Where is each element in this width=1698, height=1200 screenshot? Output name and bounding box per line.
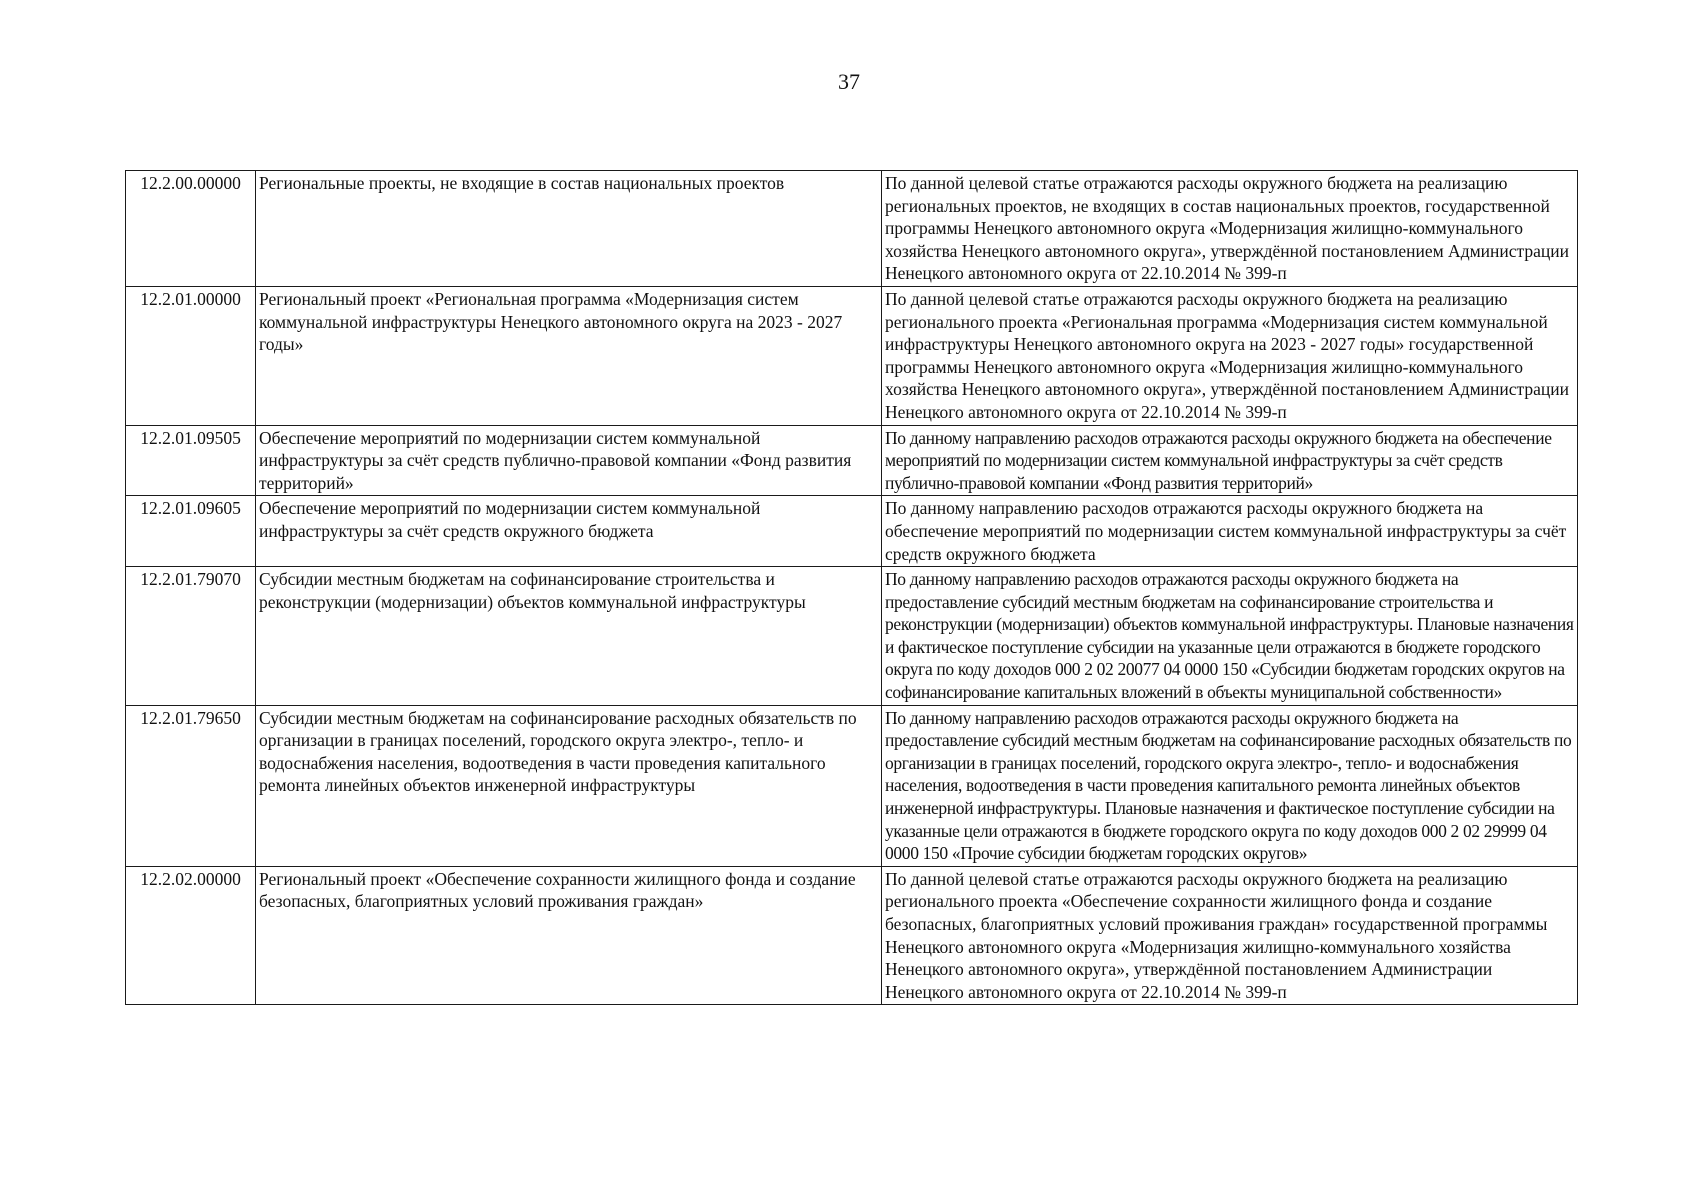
target-article-name: Субсидии местным бюджетам на софинансирование строительства и реконструкции (модернизации) объектов коммунальной инфраструктуры	[256, 567, 882, 706]
table-row	[126, 286, 1578, 425]
target-article-code: 12.2.01.00000	[126, 286, 256, 425]
budget-classification-table	[125, 170, 1578, 1005]
target-article-description: По данному направлению расходов отражаются расходы окружного бюджета на предоставление субсидий местным бюджетам на софинансирование строительства и реконструкции (модернизации) объектов коммунальной инфраструктуры. Плановые назначения и фактическое поступление субсидии на указанные цели отражаются в бюджете городского округа по коду доходов 000 2 02 20077 04 0000 150 «Субсидии бюджетам городских округов на софинансирование капитальных вложений в объекты муниципальной собственности»	[882, 567, 1578, 706]
table-row	[126, 496, 1578, 567]
table-row	[126, 171, 1578, 287]
target-article-description: По данному направлению расходов отражаются расходы окружного бюджета на обеспечение мероприятий по модернизации систем коммунальной инфраструктуры за счёт средств публично-правовой компании «Фонд развития территорий»	[882, 425, 1578, 496]
target-article-code: 12.2.02.00000	[126, 866, 256, 1005]
target-article-code: 12.2.01.09605	[126, 496, 256, 567]
target-article-description: По данному направлению расходов отражаются расходы окружного бюджета на предоставление субсидий местным бюджетам на софинансирование расходных обязательств по организации в границах поселений, городского округа электро-, тепло- и водоснабжения населения, водоотведения в части проведения капитального ремонта линейных объектов инженерной инфраструктуры. Плановые назначения и фактическое поступление субсидии на указанные цели отражаются в бюджете городского округа по коду доходов 000 2 02 29999 04 0000 150 «Прочие субсидии бюджетам городских округов»	[882, 705, 1578, 866]
table-row	[126, 705, 1578, 866]
target-article-name: Региональные проекты, не входящие в состав национальных проектов	[256, 171, 882, 287]
table-row	[126, 567, 1578, 706]
table-row	[126, 866, 1578, 1005]
target-article-code: 12.2.00.00000	[126, 171, 256, 287]
target-article-name: Обеспечение мероприятий по модернизации систем коммунальной инфраструктуры за счёт средств публично-правовой компании «Фонд развития территорий»	[256, 425, 882, 496]
target-article-name: Субсидии местным бюджетам на софинансирование расходных обязательств по организации в границах поселений, городского округа электро-, тепло- и водоснабжения населения, водоотведения в части проведения капитального ремонта линейных объектов инженерной инфраструктуры	[256, 705, 882, 866]
target-article-name: Региональный проект «Обеспечение сохранности жилищного фонда и создание безопасных, благоприятных условий проживания граждан»	[256, 866, 882, 1005]
target-article-description: По данной целевой статье отражаются расходы окружного бюджета на реализацию регионального проекта «Обеспечение сохранности жилищного фонда и создание безопасных, благоприятных условий проживания граждан» государственной программы Ненецкого автономного округа «Модернизация жилищно-коммунального хозяйства Ненецкого автономного округа», утверждённой постановлением Администрации Ненецкого автономного округа от 22.10.2014 № 399-п	[882, 866, 1578, 1005]
target-article-name: Обеспечение мероприятий по модернизации систем коммунальной инфраструктуры за счёт средств окружного бюджета	[256, 496, 882, 567]
target-article-code: 12.2.01.79070	[126, 567, 256, 706]
target-article-description: По данному направлению расходов отражаются расходы окружного бюджета на обеспечение мероприятий по модернизации систем коммунальной инфраструктуры за счёт средств окружного бюджета	[882, 496, 1578, 567]
target-article-name: Региональный проект «Региональная программа «Модернизация систем коммунальной инфраструктуры Ненецкого автономного округа на 2023 - 2027 годы»	[256, 286, 882, 425]
page-number: 37	[838, 69, 860, 94]
table-row	[126, 425, 1578, 496]
target-article-code: 12.2.01.79650	[126, 705, 256, 866]
target-article-description: По данной целевой статье отражаются расходы окружного бюджета на реализацию региональных проектов, не входящих в состав национальных проектов, государственной программы Ненецкого автономного округа «Модернизация жилищно-коммунального хозяйства Ненецкого автономного округа», утверждённой постановлением Администрации Ненецкого автономного округа от 22.10.2014 № 399-п	[882, 171, 1578, 287]
target-article-code: 12.2.01.09505	[126, 425, 256, 496]
target-article-description: По данной целевой статье отражаются расходы окружного бюджета на реализацию регионального проекта «Региональная программа «Модернизация систем коммунальной инфраструктуры Ненецкого автономного округа на 2023 - 2027 годы» государственной программы Ненецкого автономного округа «Модернизация жилищно-коммунального хозяйства Ненецкого автономного округа», утверждённой постановлением Администрации Ненецкого автономного округа от 22.10.2014 № 399-п	[882, 286, 1578, 425]
